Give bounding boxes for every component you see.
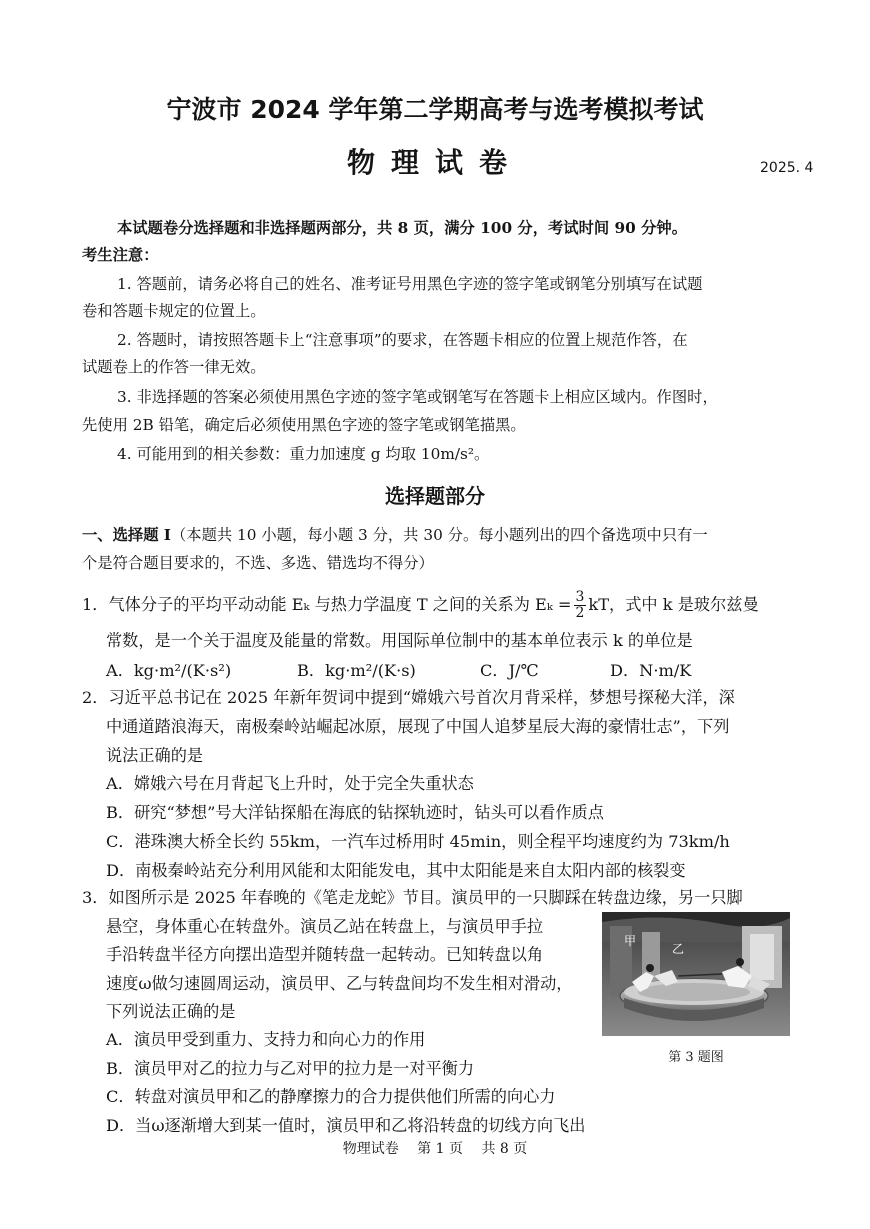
section-title: 选择题部分 [385,484,485,508]
question-1-number: 1． [82,595,109,614]
figure-label-jia: 甲 [624,934,637,948]
question-2-stem-line2: 中通道踏浪海天，南极秦岭站崛起冰原，展现了中国人追梦星辰大海的豪情壮志”，下列 [106,717,730,736]
exam-main-title: 宁波市 2024 学年第二学期高考与选考模拟考试 [166,95,704,124]
question-1-stem-b: kT，式中 k 是玻尔兹曼 [588,595,759,614]
question-2-option-d: D．南极秦岭站充分利用风能和太阳能发电，其中太阳能是来自太阳内部的核裂变 [106,861,686,880]
fraction-numerator: 3 [575,588,585,605]
question-1-stem-line2: 常数，是一个关于温度及能量的常数。用国际单位制中的基本单位表示 k 的单位是 [106,631,693,650]
question-1-option-c: C．J/℃ [480,661,539,680]
notice-item-2-line1: 2. 答题时，请按照答题卡上“注意事项”的要求，在答题卡相应的位置上规范作答，在 [117,331,688,349]
question-2-line1 [82,687,735,709]
figure-label-yi: 乙 [672,942,685,956]
part1-heading: 一、选择题 Ⅰ [82,526,171,544]
question-3-stem-line2: 悬空，身体重心在转盘外。演员乙站在转盘上，与演员甲手拉 [106,917,544,936]
notice-item-3-line2: 先使用 2B 铅笔，确定后必须使用黑色字迹的签字笔或钢笔描黑。 [82,416,526,434]
page-footer: 物理试卷 第 1 页 共 8 页 [342,1141,528,1157]
fraction-denominator: 2 [575,604,585,621]
part1-desc-line1: （本题共 10 小题，每小题 3 分，共 30 分。每小题列出的四个备选项中只有一 [170,526,708,544]
question-3-stem-line5: 下列说法正确的是 [106,1002,236,1021]
notice-item-1-line1: 1. 答题前，请务必将自己的姓名、准考证号用黑色字迹的签字笔或钢笔分别填写在试题 [117,275,703,293]
question-3-option-a: A．演员甲受到重力、支持力和向心力的作用 [106,1030,426,1049]
question-1-option-b: B．kg·m²/(K·s) [297,661,416,680]
question-3-option-c: C．转盘对演员甲和乙的静摩擦力的合力提供他们所需的向心力 [106,1087,556,1106]
question-2-option-b: B．研究“梦想”号大洋钻探船在海底的钻探轨迹时，钻头可以看作质点 [106,803,604,822]
notice-heading: 考生注意： [82,246,159,264]
question-3-figure-caption: 第 3 题图 [668,1050,724,1065]
question-1-option-d: D．N·m/K [610,661,692,680]
question-3-figure [602,912,790,1036]
notice-item-2-line2: 试题卷上的作答一律无效。 [82,358,266,376]
question-3-stem-line4: 速度ω做匀速圆周运动，演员甲、乙与转盘间均不发生相对滑动， [106,974,573,993]
question-2-option-c: C．港珠澳大桥全长约 55km，一汽车过桥用时 45min，则全程平均速度约为 73km/h [106,832,730,851]
question-3-number: 3． [82,888,109,907]
question-1-stem-a: 气体分子的平均平动动能 Eₖ 与热力学温度 T 之间的关系为 Eₖ = [108,595,572,614]
question-2-stem-line1: 习近平总书记在 2025 年新年贺词中提到“嫦娥六号首次月背采样，梦想号探秘大洋，深 [108,688,735,707]
exam-intro: 本试题卷分选择题和非选择题两部分，共 8 页，满分 100 分，考试时间 90 分钟。 [117,219,688,237]
notice-item-3-line1: 3. 非选择题的答案必须使用黑色字迹的签字笔或钢笔写在答题卡上相应区域内。作图时， [117,388,718,406]
question-3-option-b: B．演员甲对乙的拉力与乙对甲的拉力是一对平衡力 [106,1059,475,1078]
notice-item-4: 4. 可能用到的相关参数：重力加速度 g 均取 10m/s²。 [117,445,490,463]
stage-photo [602,912,790,1036]
notice-item-1-line2: 卷和答题卡规定的位置上。 [82,302,266,320]
question-3-option-d: D．当ω逐渐增大到某一值时，演员甲和乙将沿转盘的切线方向飞出 [106,1116,586,1135]
question-3-line1 [82,887,743,909]
question-1-line1 [82,585,759,625]
question-3-stem-line3: 手沿转盘半径方向摆出造型并随转盘一起转动。已知转盘以角 [106,945,544,964]
part1-desc-line2: 个是符合题目要求的，不选、多选、错选均不得分） [82,554,434,572]
question-1-option-a: A．kg·m²/(K·s²) [106,661,232,680]
question-3-stem-line1: 如图所示是 2025 年春晚的《笔走龙蛇》节目。演员甲的一只脚踩在转盘边缘，另一只脚 [108,888,743,907]
question-2-stem-line3: 说法正确的是 [106,746,204,765]
part1-heading-line1 [82,525,708,545]
question-2-number: 2． [82,688,109,707]
subject-title: 物理试卷 [346,146,523,179]
exam-date: 2025. 4 [760,160,814,176]
fraction-three-halves [574,590,587,621]
question-2-option-a: A．嫦娥六号在月背起飞上升时，处于完全失重状态 [106,774,474,793]
